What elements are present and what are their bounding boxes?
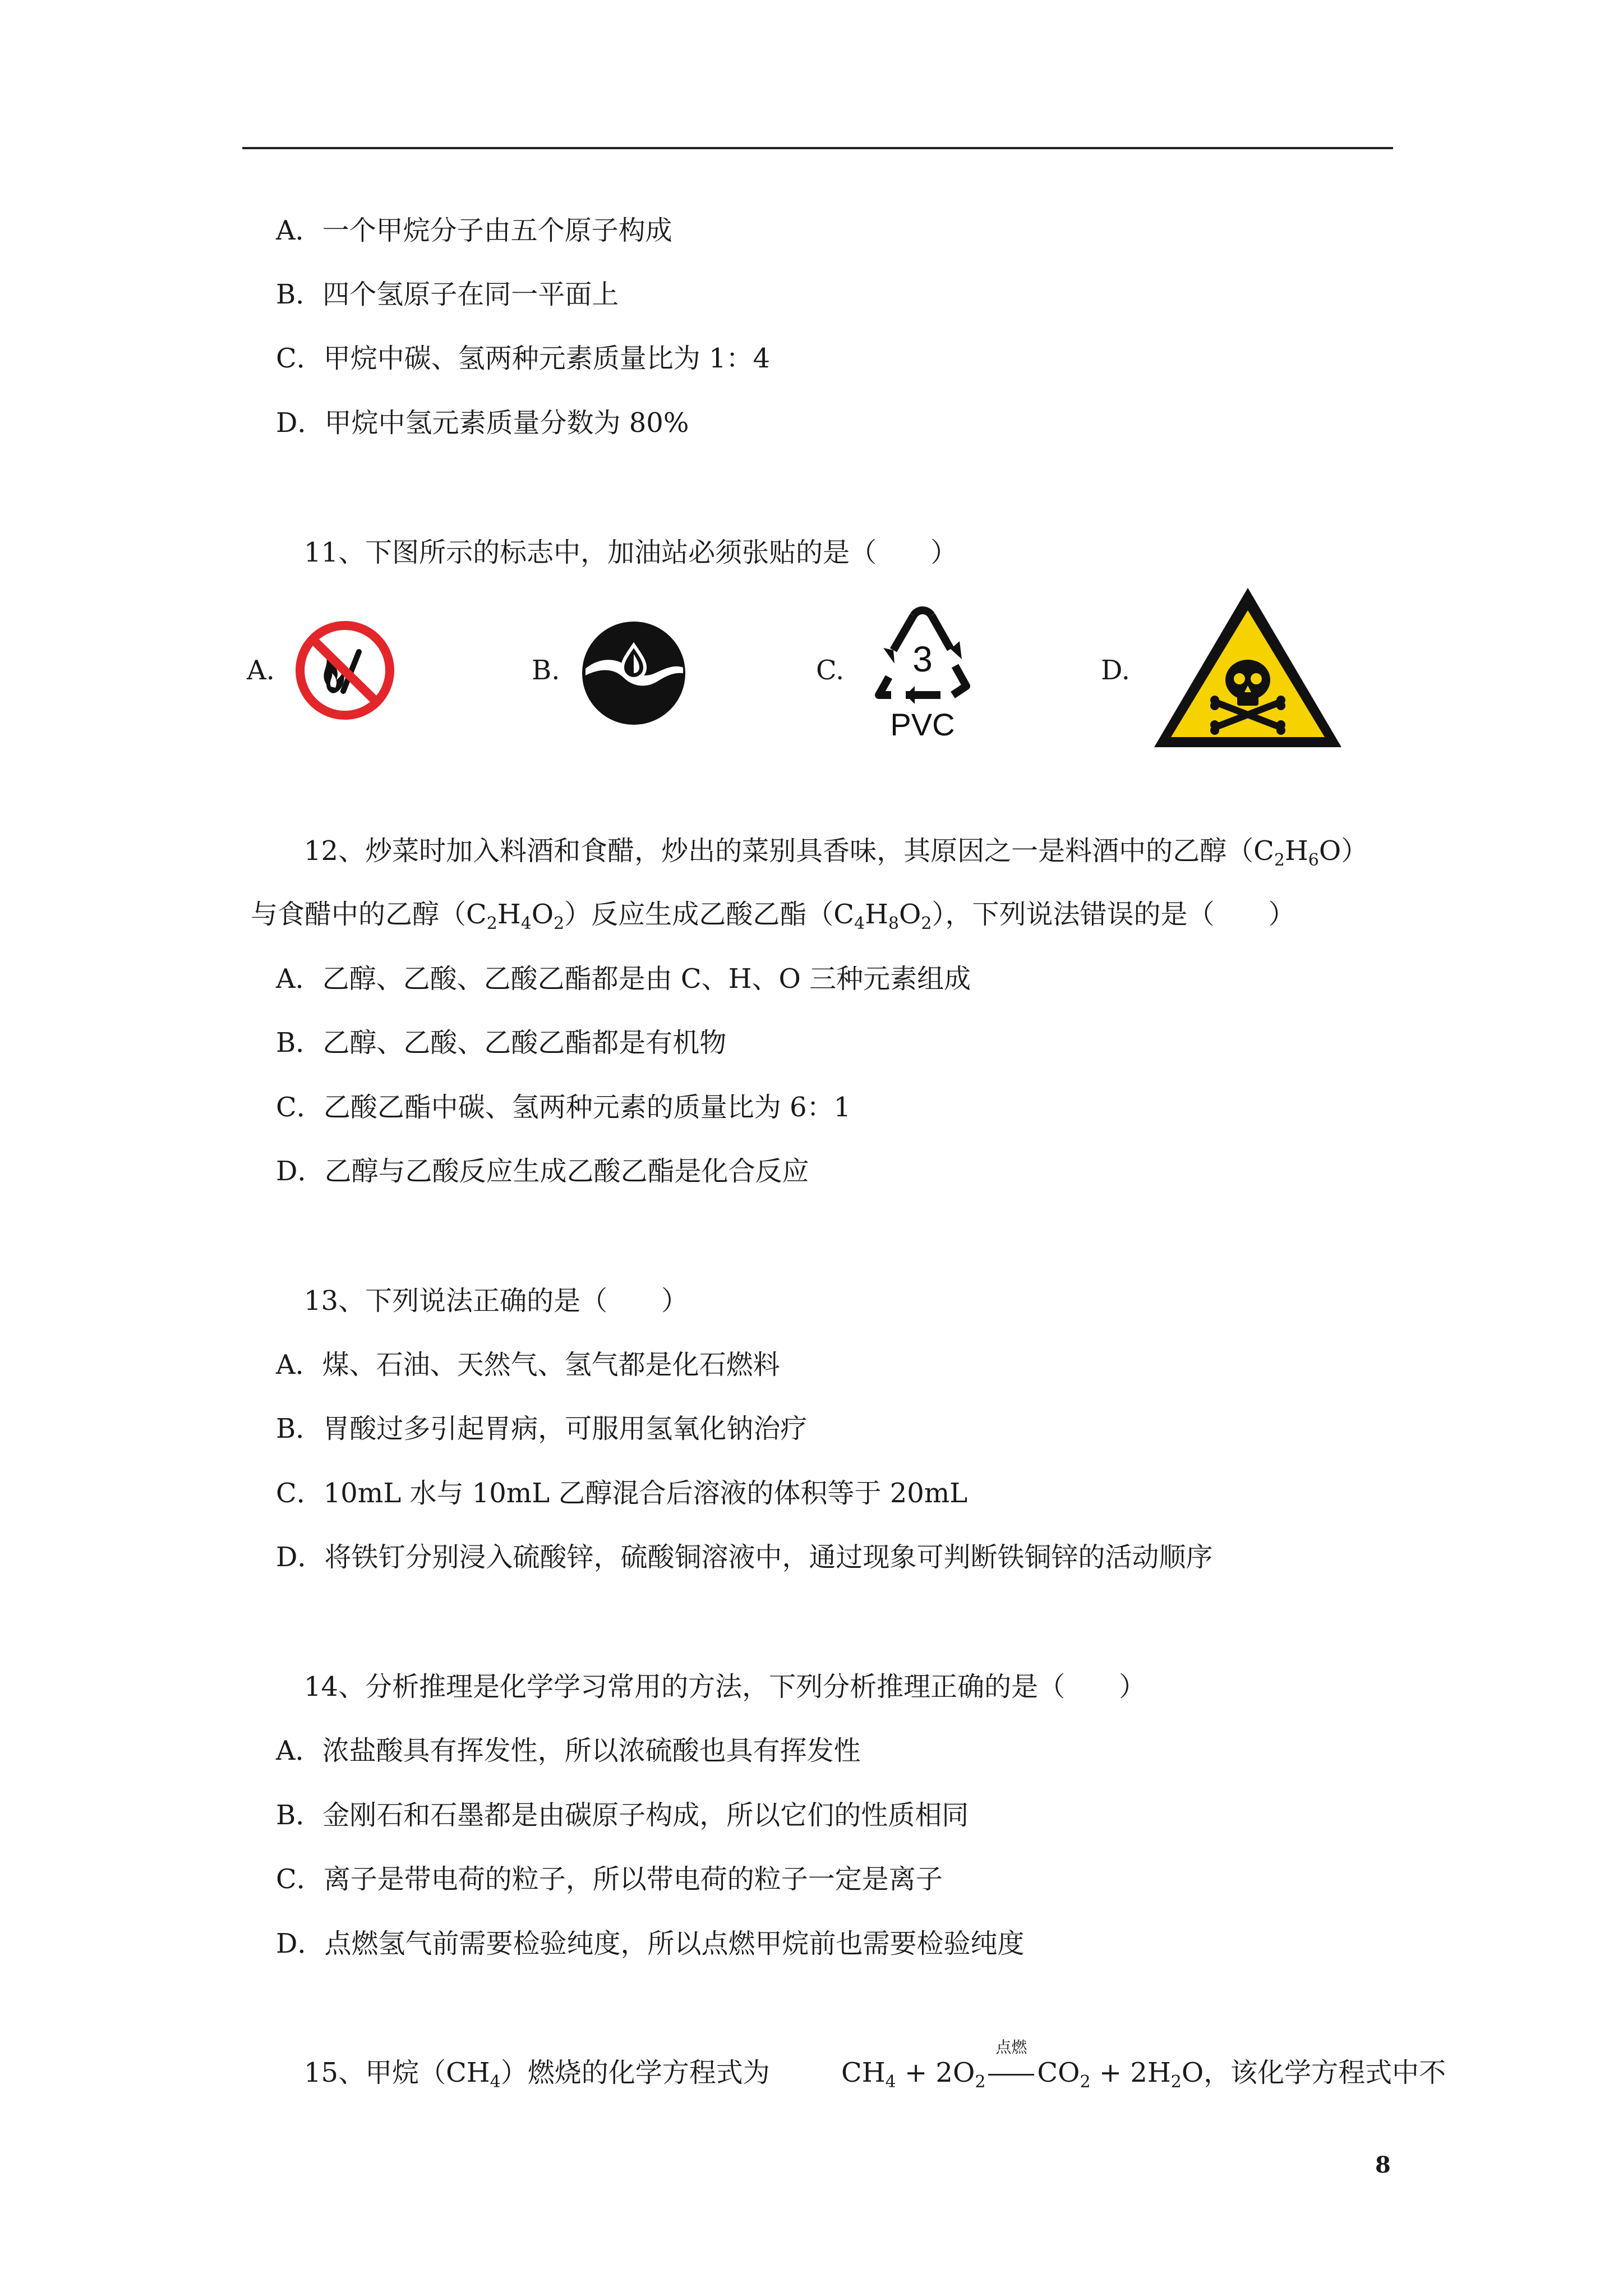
q14-option-d: D．点燃氢气前需要检验纯度，所以点燃甲烷前也需要检验纯度 (276, 1928, 1025, 1959)
q14-stem: 14、分析推理是化学学习常用的方法，下列分析推理正确的是（ ） (304, 1671, 1146, 1703)
q12-option-a: A．乙醇、乙酸、乙酸乙酯都是由 C、H、O 三种元素组成 (276, 963, 971, 995)
q13-option-a: A．煤、石油、天然气、氢气都是化石燃料 (276, 1349, 780, 1381)
q10-option-d: D．甲烷中氢元素质量分数为 80% (276, 407, 689, 439)
q12-option-d: D．乙醇与乙酸反应生成乙酸乙酯是化合反应 (276, 1156, 809, 1187)
header-rule (242, 147, 1393, 149)
q12-stem-line-1: 12、炒菜时加入料酒和食醋，炒出的菜别具香味，其原因之一是料酒中的乙醇$(C_2H_6O)$ (304, 835, 1368, 870)
toxic-warning-sign-icon (1150, 583, 1346, 752)
q15-stem: 15、甲烷$(CH_4)$燃烧的化学方程式为 (304, 2057, 770, 2092)
q11-stem: 11、下图所示的标志中，加油站必须张贴的是（ ） (304, 537, 958, 568)
q14-option-b: B．金刚石和石墨都是由碳原子构成，所以它们的性质相同 (276, 1800, 969, 1831)
q13-option-d: D．将铁钉分别浸入硫酸锌，硫酸铜溶液中，通过现象可判断铁铜锌的活动顺序 (276, 1542, 1213, 1573)
q12-option-c: C．乙酸乙酯中碳、氢两种元素的质量比为 6：1 (276, 1092, 851, 1123)
q12-option-b: B．乙醇、乙酸、乙酸乙酯都是有机物 (276, 1027, 727, 1059)
page-number: 8 (1375, 2152, 1391, 2178)
pvc-number: 3 (912, 639, 933, 679)
q11-label-b: B. (532, 655, 560, 686)
q15-equation: $CH_4 + 2O_2$ 点燃 $CO_2 + 2H_2O$，该化学方程式中不 (841, 2038, 1446, 2092)
pvc-text: PVC (890, 707, 955, 742)
q10-option-c: C．甲烷中碳、氢两种元素质量比为 1：4 (276, 343, 771, 374)
q14-option-c: C．离子是带电荷的粒子，所以带电荷的粒子一定是离子 (276, 1864, 943, 1895)
q12-stem-line-2: 与食醋中的乙醇$(C_2H_4O_2)$反应生成乙酸乙酯$(C_4H_8O_2)$，下列说法错误的是（ ） (251, 899, 1295, 933)
q13-option-c: C．10mL 水与 10mL 乙醇混合后溶液的体积等于 20mL (276, 1478, 968, 1509)
q10-option-a: A．一个甲烷分子由五个原子构成 (276, 215, 672, 246)
no-fire-sign-icon (292, 617, 398, 724)
q13-option-b: B．胃酸过多引起胃病，可服用氢氧化钠治疗 (276, 1413, 808, 1444)
water-saving-sign-icon (578, 617, 690, 729)
q10-option-b: B．四个氢原子在同一平面上 (276, 279, 619, 310)
reaction-condition: 点燃 (985, 2056, 1037, 2090)
q11-label-a: A. (247, 655, 275, 686)
recycling-pvc-sign-icon (866, 603, 979, 749)
q14-option-a: A．浓盐酸具有挥发性，所以浓硫酸也具有挥发性 (276, 1735, 861, 1766)
q11-label-d: D. (1101, 655, 1131, 686)
q11-label-c: C. (816, 655, 845, 686)
q13-stem: 13、下列说法正确的是（ ） (304, 1285, 689, 1317)
